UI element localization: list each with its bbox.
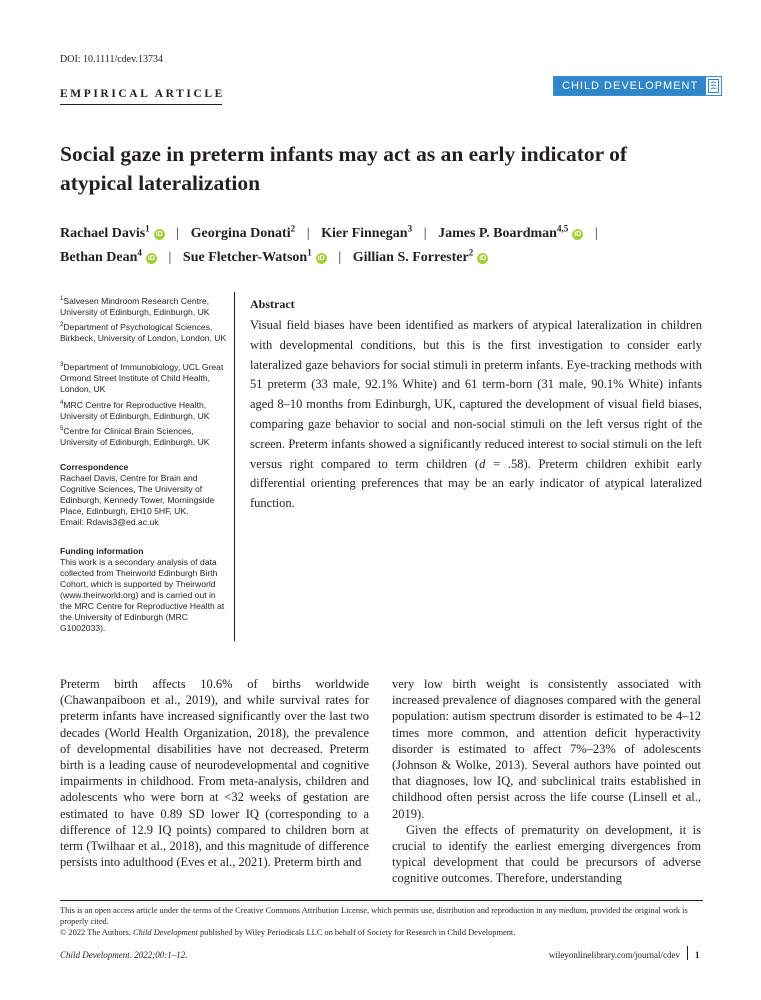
correspondence: [60, 462, 228, 528]
article-title: Social gaze in preterm infants may act as an early indicator of atypical lateralization: [60, 142, 628, 195]
affiliation: $^5$Centre for Clinical Brain Sciences, University of Edinburgh, Edinburgh, UK: [60, 426, 210, 447]
orcid-icon[interactable]: iD: [574, 231, 582, 238]
author-separator: |: [338, 250, 342, 265]
correspondence-text: Rachael Davis, Centre for Brain and Cognitive Sciences, The University of Edinburgh, Kennedy Tower, Morningside Place, Edinburgh, EH10 5HF, UK.: [60, 473, 215, 516]
body-paragraph: very low birth weight is consistently associated with increased prevalence of diagnoses compared with the general population: autism spectrum disorder is estimated to be 4–12 times more common, and attention deficit hyperactivity disorder is estimated to affect 7%–23% of adolescents (Johnson & Wolke, 2013). Several authors have pointed out that diagnoses, low IQ, and subclinical traits established in childhood often persist across the life course (Linsell et al., 2019).: [392, 677, 701, 821]
doi: DOI: 10.1111/cdev.13734: [60, 54, 163, 65]
orcid-icon[interactable]: iD: [317, 255, 325, 262]
journal-badge[interactable]: [553, 76, 722, 96]
author[interactable]: Rachael Davis$^1$iD: [60, 223, 163, 241]
footer-citation: Child Development. 2022;00:1–12.: [60, 950, 188, 960]
journal-name: CHILD DEVELOPMENT: [554, 77, 706, 95]
author-separator: |: [168, 250, 172, 265]
orcid-icon[interactable]: iD: [155, 231, 163, 238]
body-column-left: [60, 676, 369, 870]
orcid-icon[interactable]: iD: [479, 255, 487, 262]
article-type: EMPIRICAL ARTICLE: [60, 88, 225, 100]
author[interactable]: James P. Boardman$^{4,5}$iD: [438, 223, 582, 241]
footer-url[interactable]: wileyonlinelibrary.com/journal/cdev: [548, 950, 680, 960]
license-note: [60, 905, 703, 938]
affiliation: $^2$Department of Psychological Sciences, Birkbeck, University of London, London, UK: [60, 322, 227, 343]
copyright-text: © 2022 The Authors. Child Development published by Wiley Periodicals LLC on behalf of Society for Research in Child Development.: [60, 928, 516, 937]
author-separator: |: [306, 226, 310, 241]
affiliation: $^3$Department of Immunobiology, UCL Great Ormond Street Institute of Child Health, London, UK: [60, 362, 224, 394]
funding-heading: Funding information: [60, 546, 144, 556]
author[interactable]: Georgina Donati$^2$: [190, 223, 296, 241]
funding-text: This work is a secondary analysis of data collected from Theirworld Edinburgh Birth Cohort, which is supported by Theirworld (www.theirworld.org) and is carried out in the MRC Centre for Reproductive Health at the University of Edinburgh (MRC G1002033).: [60, 557, 225, 633]
column-divider: [234, 292, 235, 641]
funding: [60, 546, 228, 634]
orcid-icon[interactable]: iD: [147, 255, 155, 262]
srcd-logo-icon: [706, 77, 721, 95]
body-paragraph: Given the effects of prematurity on development, it is crucial to identify the earliest emerging divergences from typical development that could be precursors of adverse cognitive outcomes. Therefore, understanding: [392, 822, 701, 886]
abstract-heading: Abstract: [250, 297, 295, 311]
author[interactable]: Gillian S. Forrester$^2$iD: [352, 247, 487, 265]
author-separator: |: [423, 226, 427, 241]
body-paragraph: Preterm birth affects 10.6% of births worldwide (Chawanpaiboon et al., 2019), and while survival rates for preterm infants have increased significantly over the last two decades (World Health Organization, 2018), the prevalence of developmental disabilities have not decreased. Preterm birth is a leading cause of neurodevelopmental and cognitive impairments in childhood. From meta-analysis, children and adolescents who were born at <32 weeks of gestation are estimated to have 0.89 SD lower IQ (corresponding to a difference of 12.9 IQ points) compared to children born at term (Twilhaar et al., 2018), and this magnitude of difference persists into adulthood (Eves et al., 2021). Preterm birth and: [60, 677, 369, 870]
author-separator: |: [594, 226, 598, 241]
page-number: 1: [695, 950, 700, 960]
body-column-right: [392, 676, 701, 887]
author[interactable]: Bethan Dean$^4$iD: [60, 247, 155, 265]
author[interactable]: Kier Finnegan$^3$: [321, 223, 413, 241]
affiliation: $^4$MRC Centre for Reproductive Health, University of Edinburgh, Edinburgh, UK: [60, 400, 210, 421]
affiliation: $^1$Salvesen Mindroom Research Centre, University of Edinburgh, Edinburgh, UK: [60, 296, 210, 317]
author-list: [60, 222, 710, 270]
abstract-text: Visual field biases have been identified as markers of atypical lateralization in children with developmental conditions, but this is the first investigation to consider early lateralized gaze behaviors for social stimuli in preterm infants. Eye-tracking methods with 51 preterm (33 male, 92.1% White) and 61 term-born (31 male, 90.1% White) infants aged 8–10 months from Edinburgh, UK, captured the development of visual field biases, comparing gaze behavior to social and non-social stimuli on the left versus right of the screen. Preterm infants showed a significantly reduced interest to social stimuli on the left versus right compared to term children (d = .58). Preterm children exhibit early differential orienting preferences that may be an early indicator of atypical lateralized function.: [250, 318, 703, 511]
license-text: This is an open access article under the terms of the Creative Commons Attribution License, which permits use, distribution and reproduction in any medium, provided the original work is properly cited.: [60, 906, 688, 926]
correspondence-email[interactable]: Email: Rdavis3@ed.ac.uk: [60, 517, 159, 527]
author[interactable]: Sue Fletcher-Watson$^1$iD: [182, 247, 325, 265]
footnote-divider: [60, 900, 703, 901]
article-type-underline: [60, 104, 222, 105]
author-separator: |: [176, 226, 180, 241]
footer-divider: [687, 946, 688, 960]
correspondence-heading: Correspondence: [60, 462, 129, 472]
